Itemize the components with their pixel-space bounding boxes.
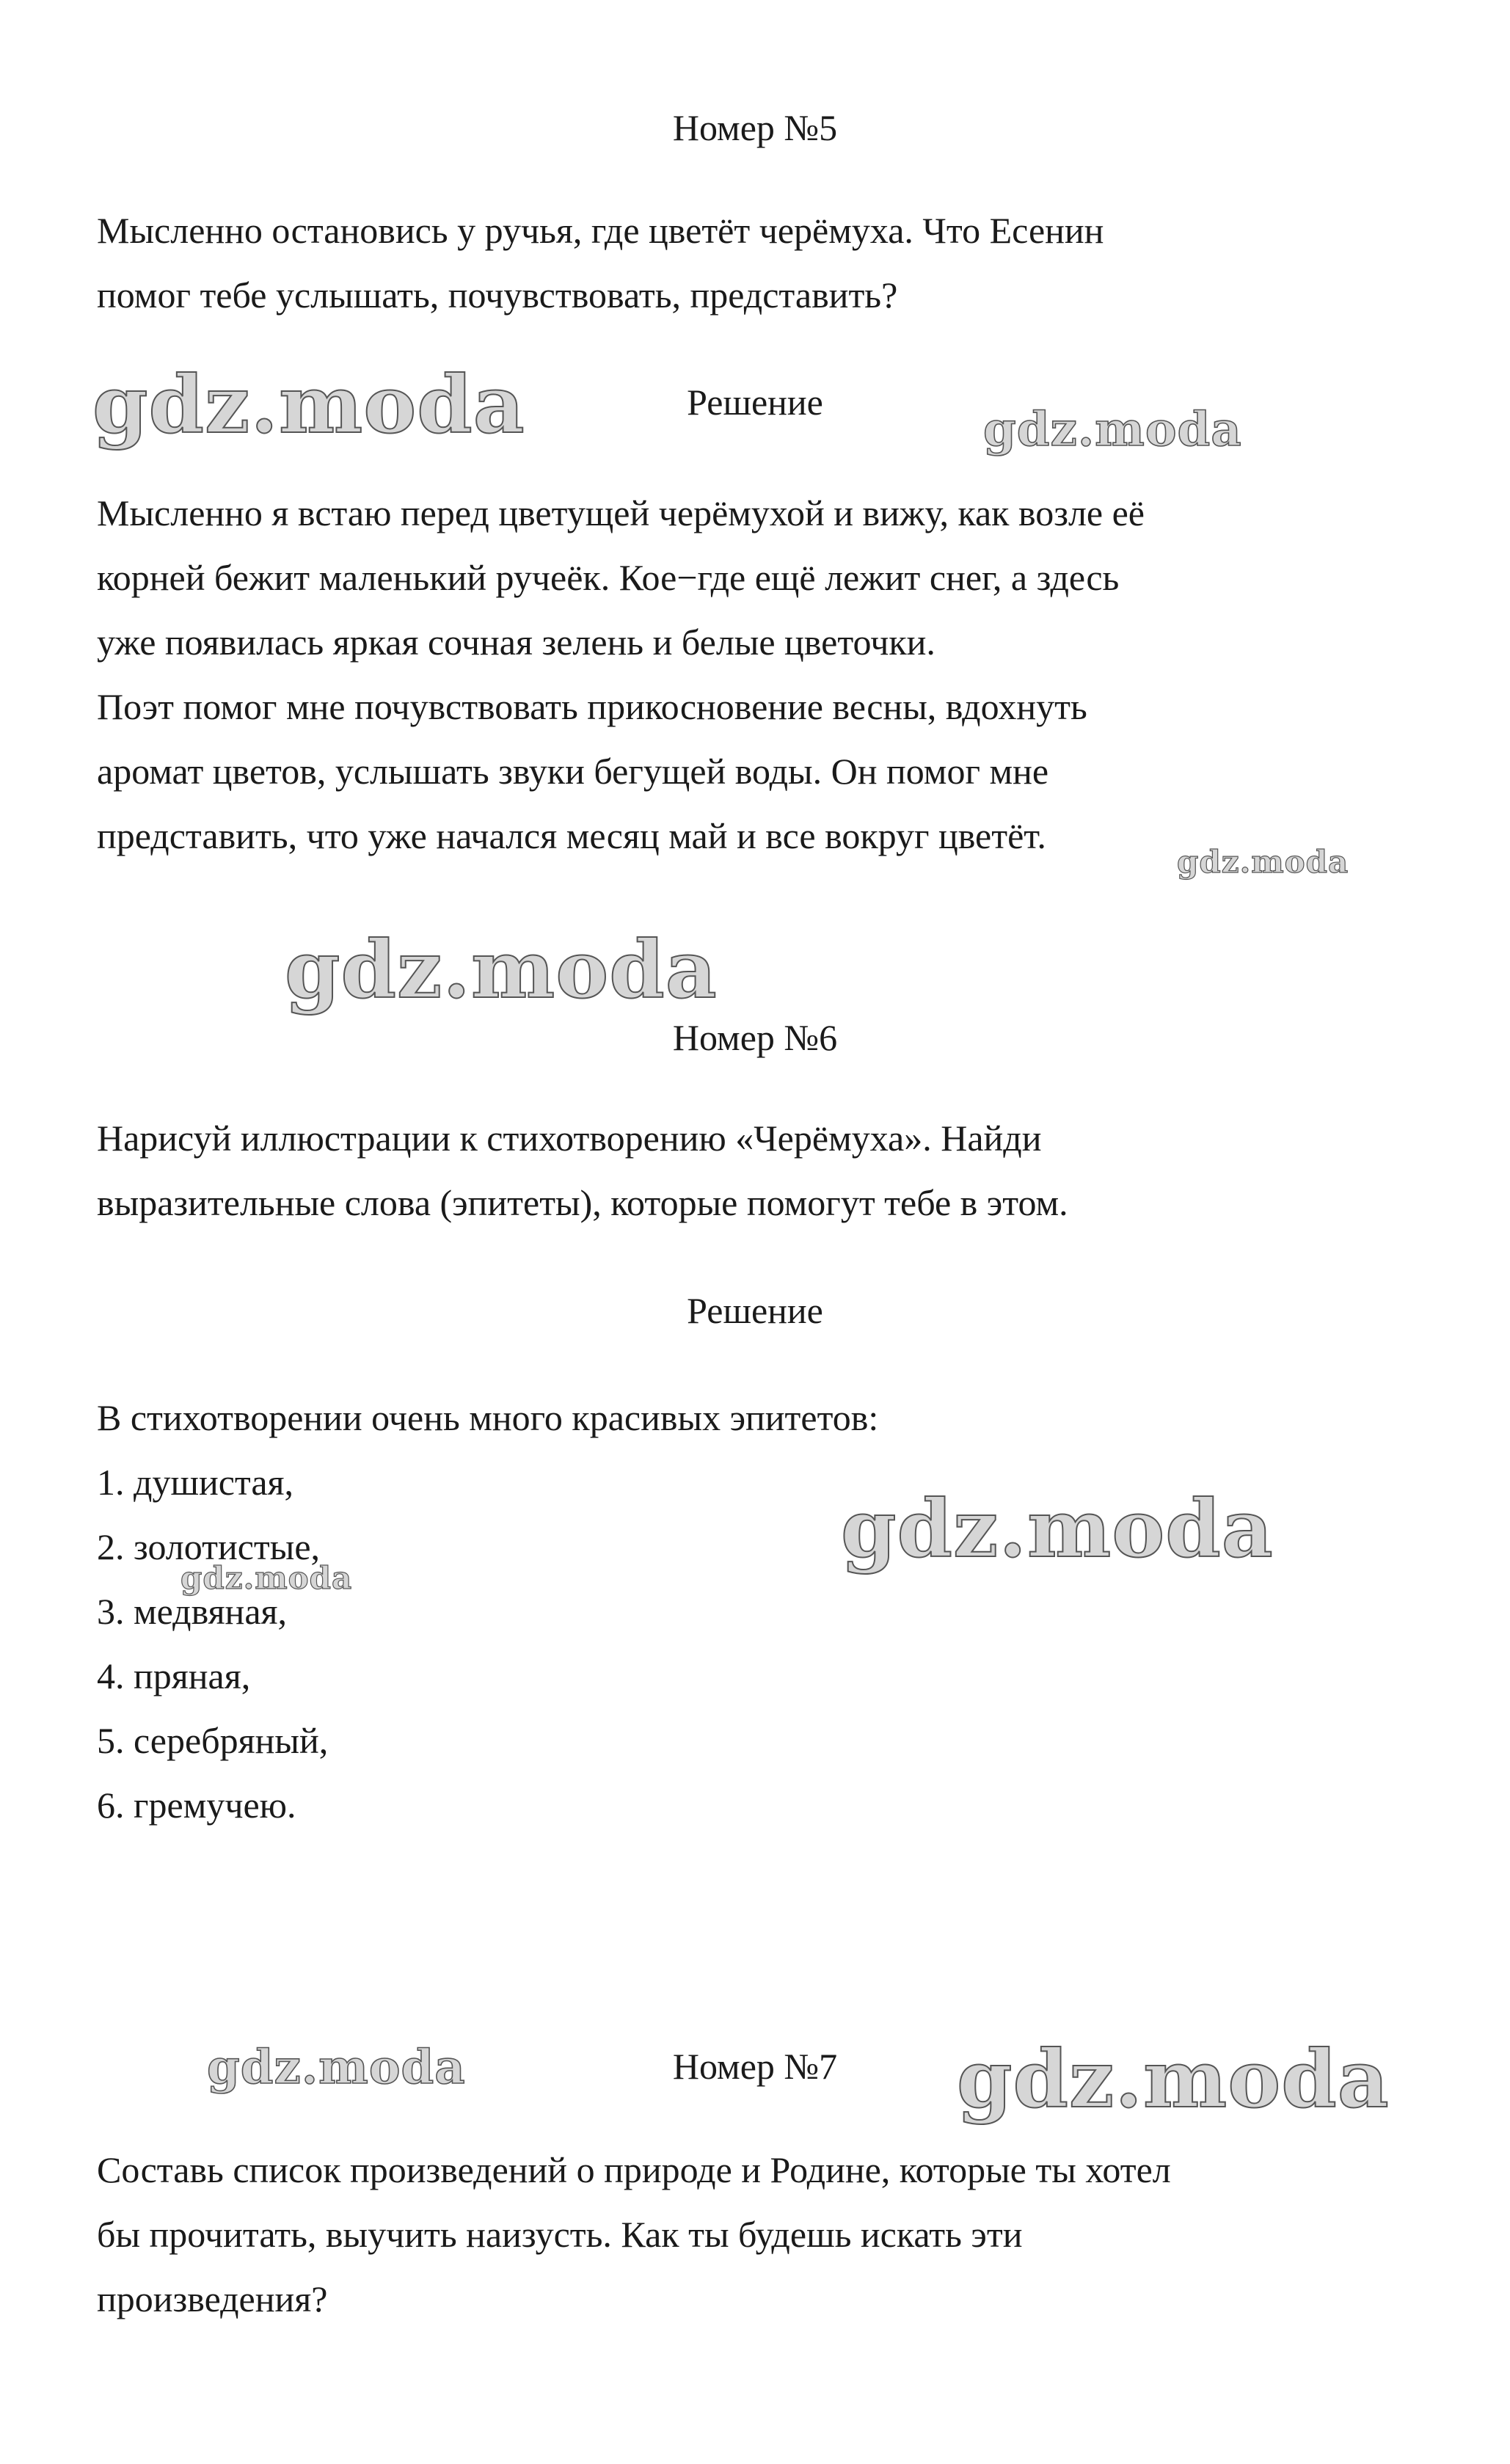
list-item: 1. душистая, <box>97 1462 294 1503</box>
task7-heading: Номер №7 <box>672 2046 838 2087</box>
task6-question-line: Нарисуй иллюстрации к стихотворению «Черёмуха». Найди <box>97 1118 1042 1159</box>
list-item: 6. гремучею. <box>97 1785 296 1826</box>
task5-answer <box>97 481 1418 868</box>
list-item: 3. медвяная, <box>97 1591 288 1632</box>
task7-question-line: Составь список произведений о природе и Родине, которые ты хотел <box>97 2149 1171 2190</box>
task5-answer-line: уже появилась яркая сочная зелень и белые цветочки. <box>97 622 935 663</box>
watermark-logo: gdz.moda <box>957 2033 1390 2126</box>
task5-question-line: Мысленно остановись у ручья, где цветёт черёмуха. Что Есенин <box>97 210 1104 251</box>
task6-solution-label: Решение <box>687 1290 823 1331</box>
task6-intro <box>97 1385 1418 1450</box>
task6-question-line: выразительные слова (эпитеты), которые помогут тебе в этом. <box>97 1182 1068 1223</box>
task5-question <box>97 198 1418 327</box>
list-item: 2. золотистые, <box>97 1526 321 1567</box>
task7-question-line: произведения? <box>97 2278 328 2319</box>
task5-question-line: помог тебе услышать, почувствовать, представить? <box>97 274 898 316</box>
watermark-logo: gdz.moda <box>285 924 718 1016</box>
watermark-logo: gdz.moda <box>180 1560 353 1596</box>
watermark-logo: gdz.moda <box>1177 844 1349 880</box>
task5-answer-line: корней бежит маленький ручеёк. Кое−где ещё лежит снег, а здесь <box>97 557 1120 598</box>
task7-question-line: бы прочитать, выучить наизусть. Как ты будешь искать эти <box>97 2214 1023 2255</box>
epithet-list <box>97 1450 328 1837</box>
task5-heading: Номер №5 <box>672 107 838 148</box>
watermark-logo: gdz.moda <box>841 1483 1274 1575</box>
watermark-logo: gdz.moda <box>92 359 525 451</box>
task5-answer-line: аромат цветов, услышать звуки бегущей воды. Он помог мне <box>97 751 1049 792</box>
task6-question <box>97 1106 1418 1235</box>
task6-intro-line: В стихотворении очень много красивых эпитетов: <box>97 1397 879 1438</box>
list-item: 5. серебряный, <box>97 1720 329 1761</box>
task6-heading: Номер №6 <box>672 1017 838 1058</box>
task5-answer-line: Поэт помог мне почувствовать прикосновение весны, вдохнуть <box>97 686 1087 727</box>
watermark-logo: gdz.moda <box>207 2040 466 2095</box>
task5-answer-line: представить, что уже начался месяц май и все вокруг цветёт. <box>97 815 1046 856</box>
task7-question <box>97 2137 1418 2331</box>
task5-solution-label: Решение <box>687 382 823 423</box>
task5-answer-line: Мысленно я встаю перед цветущей черёмухой и вижу, как возле её <box>97 492 1145 533</box>
watermark-logo: gdz.moda <box>983 402 1242 457</box>
list-item: 4. пряная, <box>97 1655 251 1696</box>
